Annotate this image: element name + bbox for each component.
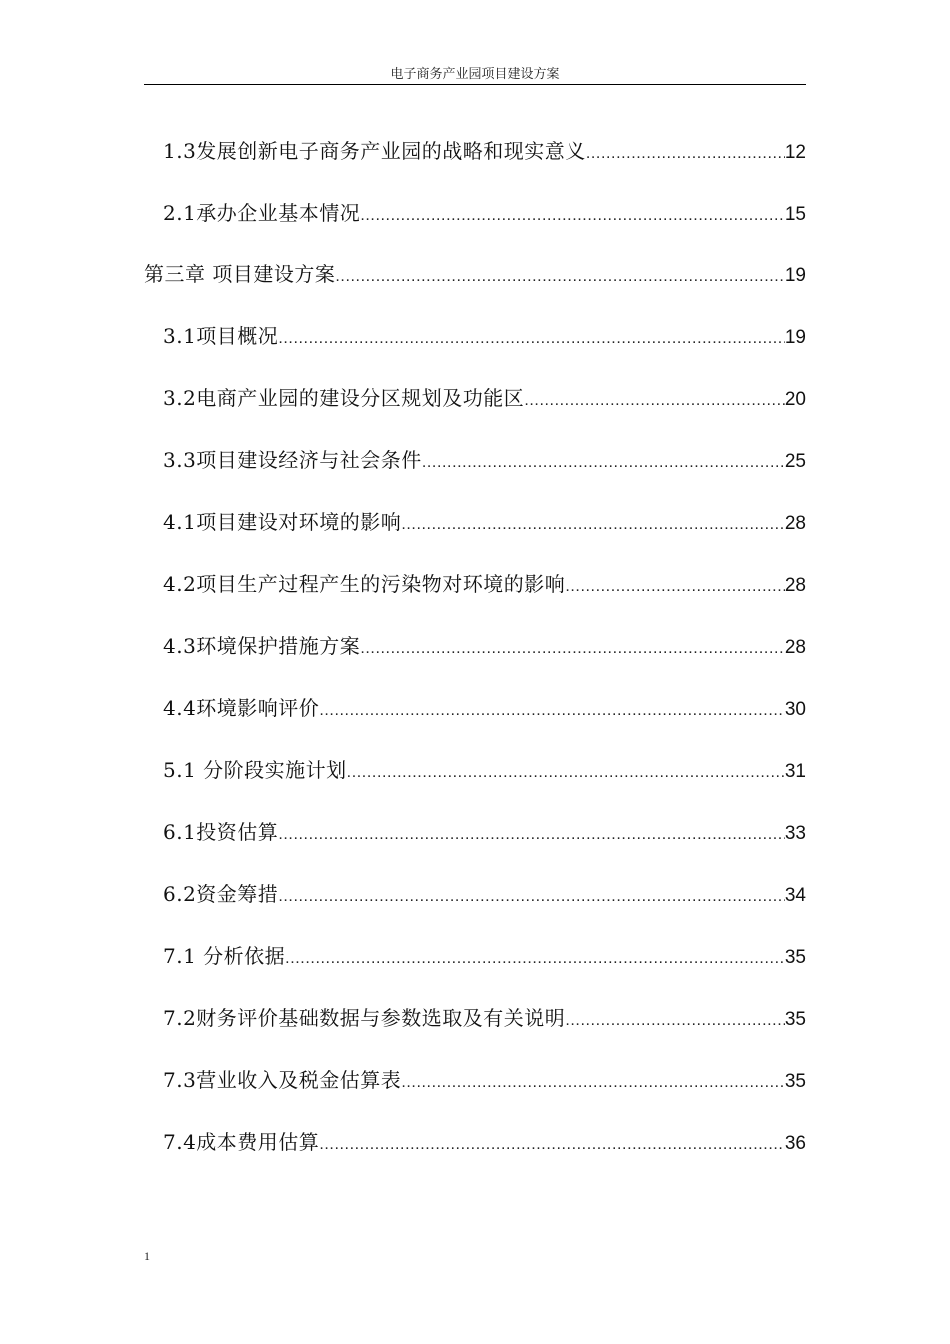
toc-entry-label: 7.3营业收入及税金估算表 — [163, 1068, 402, 1092]
toc-leader-dots — [586, 139, 785, 169]
toc-entry-page: 28 — [784, 637, 806, 658]
toc-entry-chapter[interactable] — [144, 259, 806, 289]
toc-leader-dots — [524, 386, 785, 416]
toc-leader-dots — [347, 758, 785, 788]
toc-leader-dots — [401, 510, 785, 540]
toc-leader-dots — [278, 324, 785, 354]
toc-entry-label: 6.2资金筹措 — [163, 882, 279, 906]
toc-leader-dots — [360, 634, 785, 664]
toc-leader-dots — [319, 696, 785, 726]
toc-entry-page: 20 — [784, 389, 806, 410]
toc-entry[interactable] — [163, 693, 806, 723]
toc-leader-dots — [565, 1006, 785, 1036]
toc-entry-page: 25 — [784, 451, 806, 472]
page-number: 1 — [144, 1249, 150, 1263]
toc-leader-dots — [285, 944, 785, 974]
toc-entry[interactable] — [163, 817, 806, 847]
toc-leader-dots — [360, 201, 785, 231]
toc-entry-label: 7.2财务评价基础数据与参数选取及有关说明 — [163, 1006, 566, 1030]
toc-leader-dots — [278, 820, 785, 850]
toc-entry-label: 2.1承办企业基本情况 — [163, 201, 361, 225]
header-title: 电子商务产业园项目建设方案 — [390, 67, 560, 82]
toc-entry-label: 4.2项目生产过程产生的污染物对环境的影响 — [163, 572, 566, 596]
toc-entry[interactable] — [163, 631, 806, 661]
toc-entry-label: 3.2电商产业园的建设分区规划及功能区 — [163, 386, 525, 410]
toc-entry-label: 7.4成本费用估算 — [163, 1130, 320, 1154]
toc-entry-label: 4.3环境保护措施方案 — [163, 634, 361, 658]
toc-leader-dots — [319, 1130, 785, 1160]
toc-entry[interactable] — [163, 879, 806, 909]
toc-entry-page: 12 — [784, 142, 806, 163]
toc-entry-label: 3.3项目建设经济与社会条件 — [163, 448, 422, 472]
toc-entry-page: 35 — [784, 1071, 806, 1092]
toc-entry-label: 第三章 项目建设方案 — [144, 262, 336, 286]
toc-entry-label: 5.1 分阶段实施计划 — [163, 758, 347, 782]
toc-entry[interactable] — [163, 1127, 806, 1157]
toc-entry-label: 6.1投资估算 — [163, 820, 279, 844]
toc-entry[interactable] — [163, 755, 806, 785]
toc-entry[interactable] — [163, 1003, 806, 1033]
toc-entry-page: 28 — [784, 575, 806, 596]
toc-entry-label: 4.1项目建设对环境的影响 — [163, 510, 402, 534]
toc-entry-page: 31 — [784, 761, 806, 782]
toc-entry[interactable] — [163, 1065, 806, 1095]
toc-leader-dots — [278, 882, 785, 912]
toc-entry-page: 35 — [784, 1009, 806, 1030]
toc-entry-page: 19 — [784, 265, 806, 286]
toc-entry-page: 28 — [784, 513, 806, 534]
toc-entry-page: 30 — [784, 699, 806, 720]
toc-entry-page: 34 — [784, 885, 806, 906]
toc-entry[interactable] — [163, 136, 806, 166]
toc-entry[interactable] — [163, 507, 806, 537]
toc-entry-label: 7.1 分析依据 — [163, 944, 286, 968]
toc-leader-dots — [422, 448, 785, 478]
toc-entry-label: 3.1项目概况 — [163, 324, 279, 348]
toc-entry[interactable] — [163, 198, 806, 228]
toc-entry[interactable] — [163, 569, 806, 599]
toc-entry[interactable] — [163, 941, 806, 971]
toc-entry[interactable] — [163, 321, 806, 351]
toc-entry[interactable] — [163, 445, 806, 475]
toc-entry-label: 4.4环境影响评价 — [163, 696, 320, 720]
toc-entry-label: 1.3发展创新电子商务产业园的战略和现实意义 — [163, 139, 586, 163]
toc-entry-page: 19 — [784, 327, 806, 348]
toc-leader-dots — [401, 1068, 785, 1098]
toc-entry-page: 36 — [784, 1133, 806, 1154]
toc-leader-dots — [565, 572, 785, 602]
toc-entry-page: 15 — [784, 204, 806, 225]
toc-leader-dots — [335, 262, 785, 292]
toc-entry-page: 35 — [784, 947, 806, 968]
toc-entry[interactable] — [163, 383, 806, 413]
toc-entry-page: 33 — [784, 823, 806, 844]
